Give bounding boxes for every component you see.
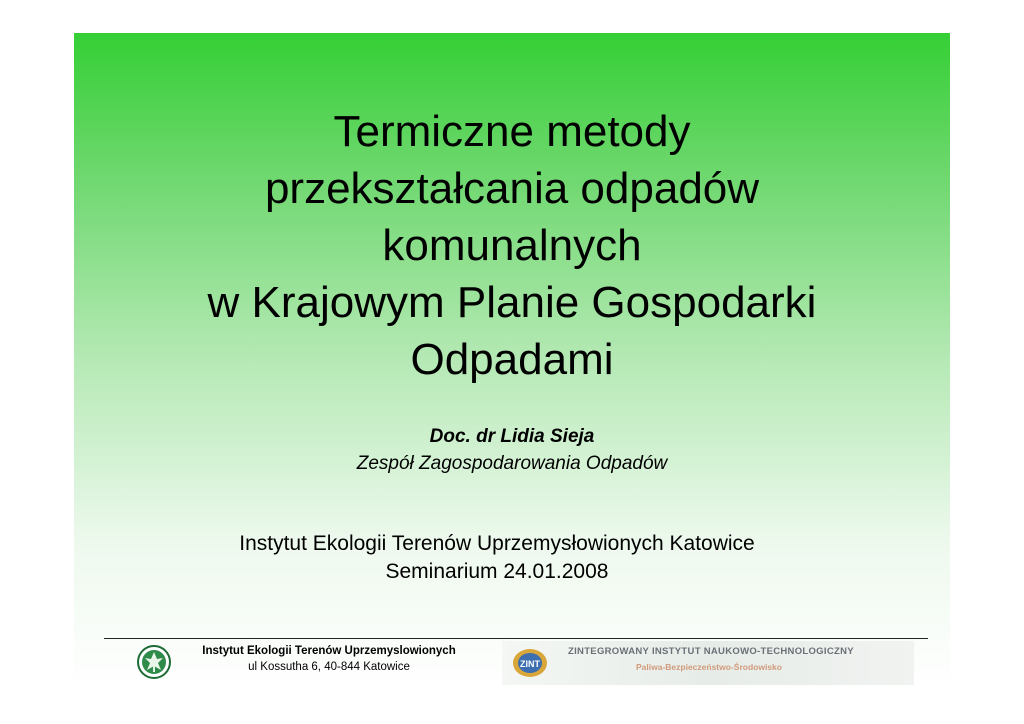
banner-title: ZINTEGROWANY INSTYTUT NAUKOWO-TECHNOLOGICZNY (568, 646, 854, 657)
footer-address: ul Kossutha 6, 40-844 Katowice (248, 661, 410, 673)
title-line-1: Termiczne metody (333, 107, 691, 156)
slide-title (74, 103, 950, 388)
author-name: Doc. dr Lidia Sieja (429, 426, 595, 447)
title-slide (74, 33, 950, 688)
footer-institute-name: Instytut Ekologii Terenów Uprzemyslowionych (202, 645, 456, 657)
zint-logo-text: ZINT (520, 659, 540, 669)
title-line-3: komunalnych (382, 221, 642, 270)
institute-logo-icon (137, 645, 171, 679)
title-line-4: w Krajowym Planie Gospodarki (207, 278, 817, 327)
title-line-2: przekształcania odpadów (264, 164, 760, 213)
institute-name: Instytut Ekologii Terenów Uprzemysłowionych Katowice (239, 532, 755, 555)
seminar-date: Seminarium 24.01.2008 (385, 560, 609, 583)
footer-divider (104, 638, 928, 639)
title-line-5: Odpadami (410, 335, 614, 384)
author-team: Zespół Zagospodarowania Odpadów (356, 453, 668, 474)
zint-logo-icon (510, 647, 550, 679)
banner-subtitle: Paliwa-Bezpieczeństwo-Środowisko (636, 662, 782, 672)
zint-banner (502, 641, 914, 685)
institute-block (74, 530, 920, 586)
footer-institute (184, 643, 474, 675)
